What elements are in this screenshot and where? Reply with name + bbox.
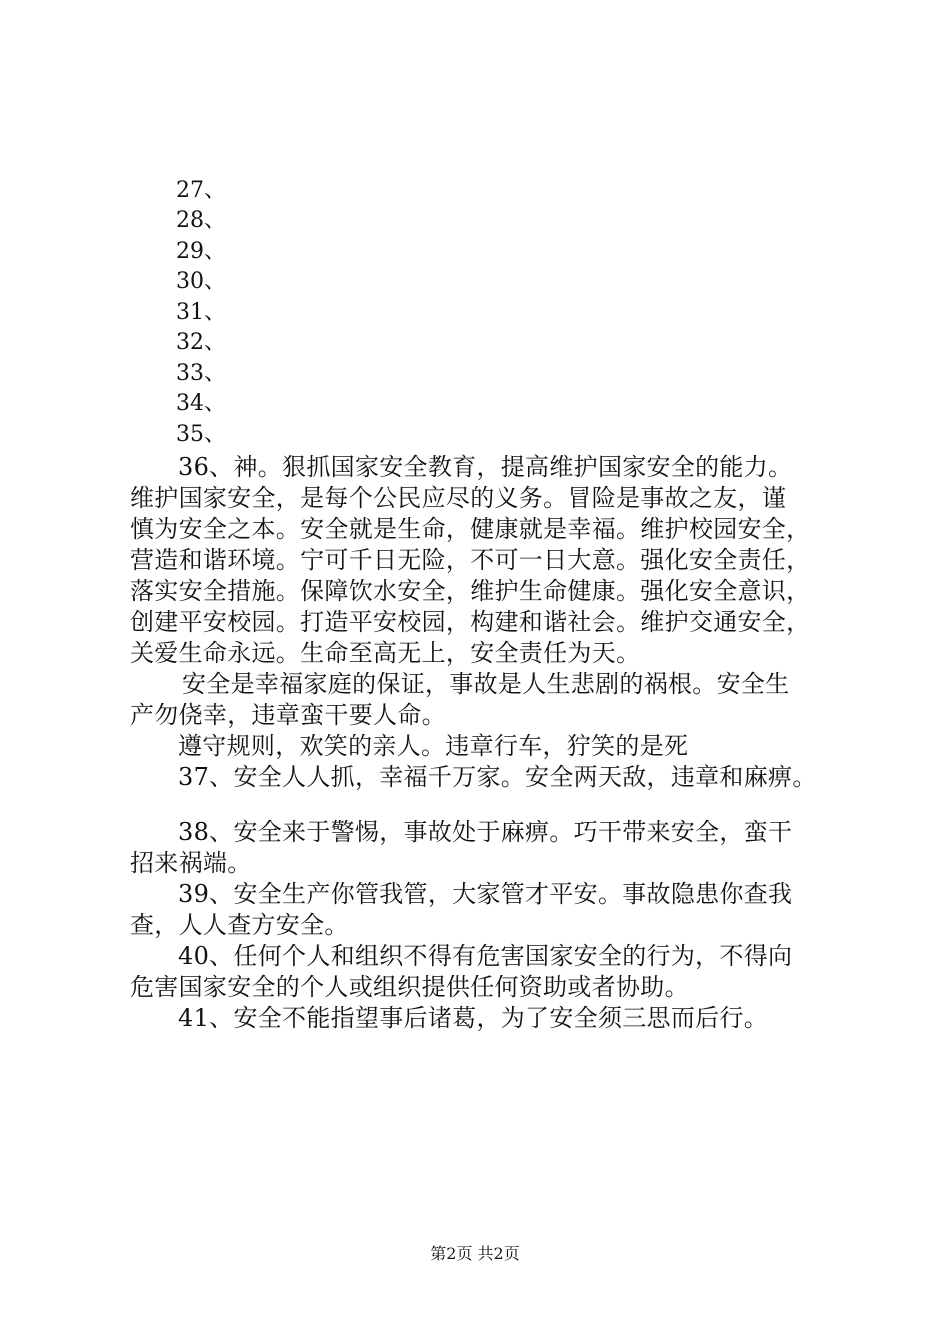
list-item-32: 32、 <box>176 330 226 355</box>
paragraph-39-line-2: 查，人人查方安全。 <box>130 911 349 939</box>
paragraph-36-line-6: 创建平安校园。打造平安校园，构建和谐社会。维护交通安全， <box>130 608 811 636</box>
paragraph-36-line-3: 慎为安全之本。安全就是生命，健康就是幸福。维护校园安全， <box>130 515 811 543</box>
paragraph-37: 37、安全人人抓，幸福千万家。安全两天敌，违章和麻痹。 <box>178 763 817 791</box>
paragraph-40-line-1: 40、任何个人和组织不得有危害国家安全的行为，不得向 <box>178 942 793 970</box>
list-item-27: 27、 <box>176 178 226 203</box>
paragraph-36-line-7: 关爱生命永远。生命至高无上，安全责任为天。 <box>130 639 641 667</box>
paragraph-rules: 遵守规则，欢笑的亲人。违章行车，狞笑的是死 <box>178 732 689 760</box>
paragraph-family-line-2: 产勿侥幸，违章蛮干要人命。 <box>130 701 446 729</box>
page-footer: 第2页 共2页 <box>430 1244 520 1263</box>
paragraph-family-line-1: 安全是幸福家庭的保证，事故是人生悲剧的祸根。安全生 <box>182 670 790 698</box>
paragraph-36-line-5: 落实安全措施。保障饮水安全，维护生命健康。强化安全意识， <box>130 577 811 605</box>
list-item-30: 30、 <box>176 269 226 294</box>
paragraph-36-line-4: 营造和谐环境。宁可千日无险，不可一日大意。强化安全责任， <box>130 546 811 574</box>
list-item-33: 33、 <box>176 361 226 386</box>
paragraph-36-line-1: 36、神。狠抓国家安全教育，提高维护国家安全的能力。 <box>178 453 793 481</box>
paragraph-41: 41、安全不能指望事后诸葛，为了安全须三思而后行。 <box>178 1004 769 1032</box>
list-item-31: 31、 <box>176 300 226 325</box>
list-item-35: 35、 <box>176 422 226 447</box>
paragraph-38-line-1: 38、安全来于警惕，事故处于麻痹。巧干带来安全，蛮干 <box>178 818 793 846</box>
list-item-29: 29、 <box>176 239 226 264</box>
list-item-28: 28、 <box>176 208 226 233</box>
paragraph-36-line-2: 维护国家安全，是每个公民应尽的义务。冒险是事故之友，谨 <box>130 484 787 512</box>
paragraph-39-line-1: 39、安全生产你管我管，大家管才平安。事故隐患你查我 <box>178 880 793 908</box>
paragraph-38-line-2: 招来祸端。 <box>130 849 252 877</box>
list-item-34: 34、 <box>176 391 226 416</box>
paragraph-40-line-2: 危害国家安全的个人或组织提供任何资助或者协助。 <box>130 973 689 1001</box>
